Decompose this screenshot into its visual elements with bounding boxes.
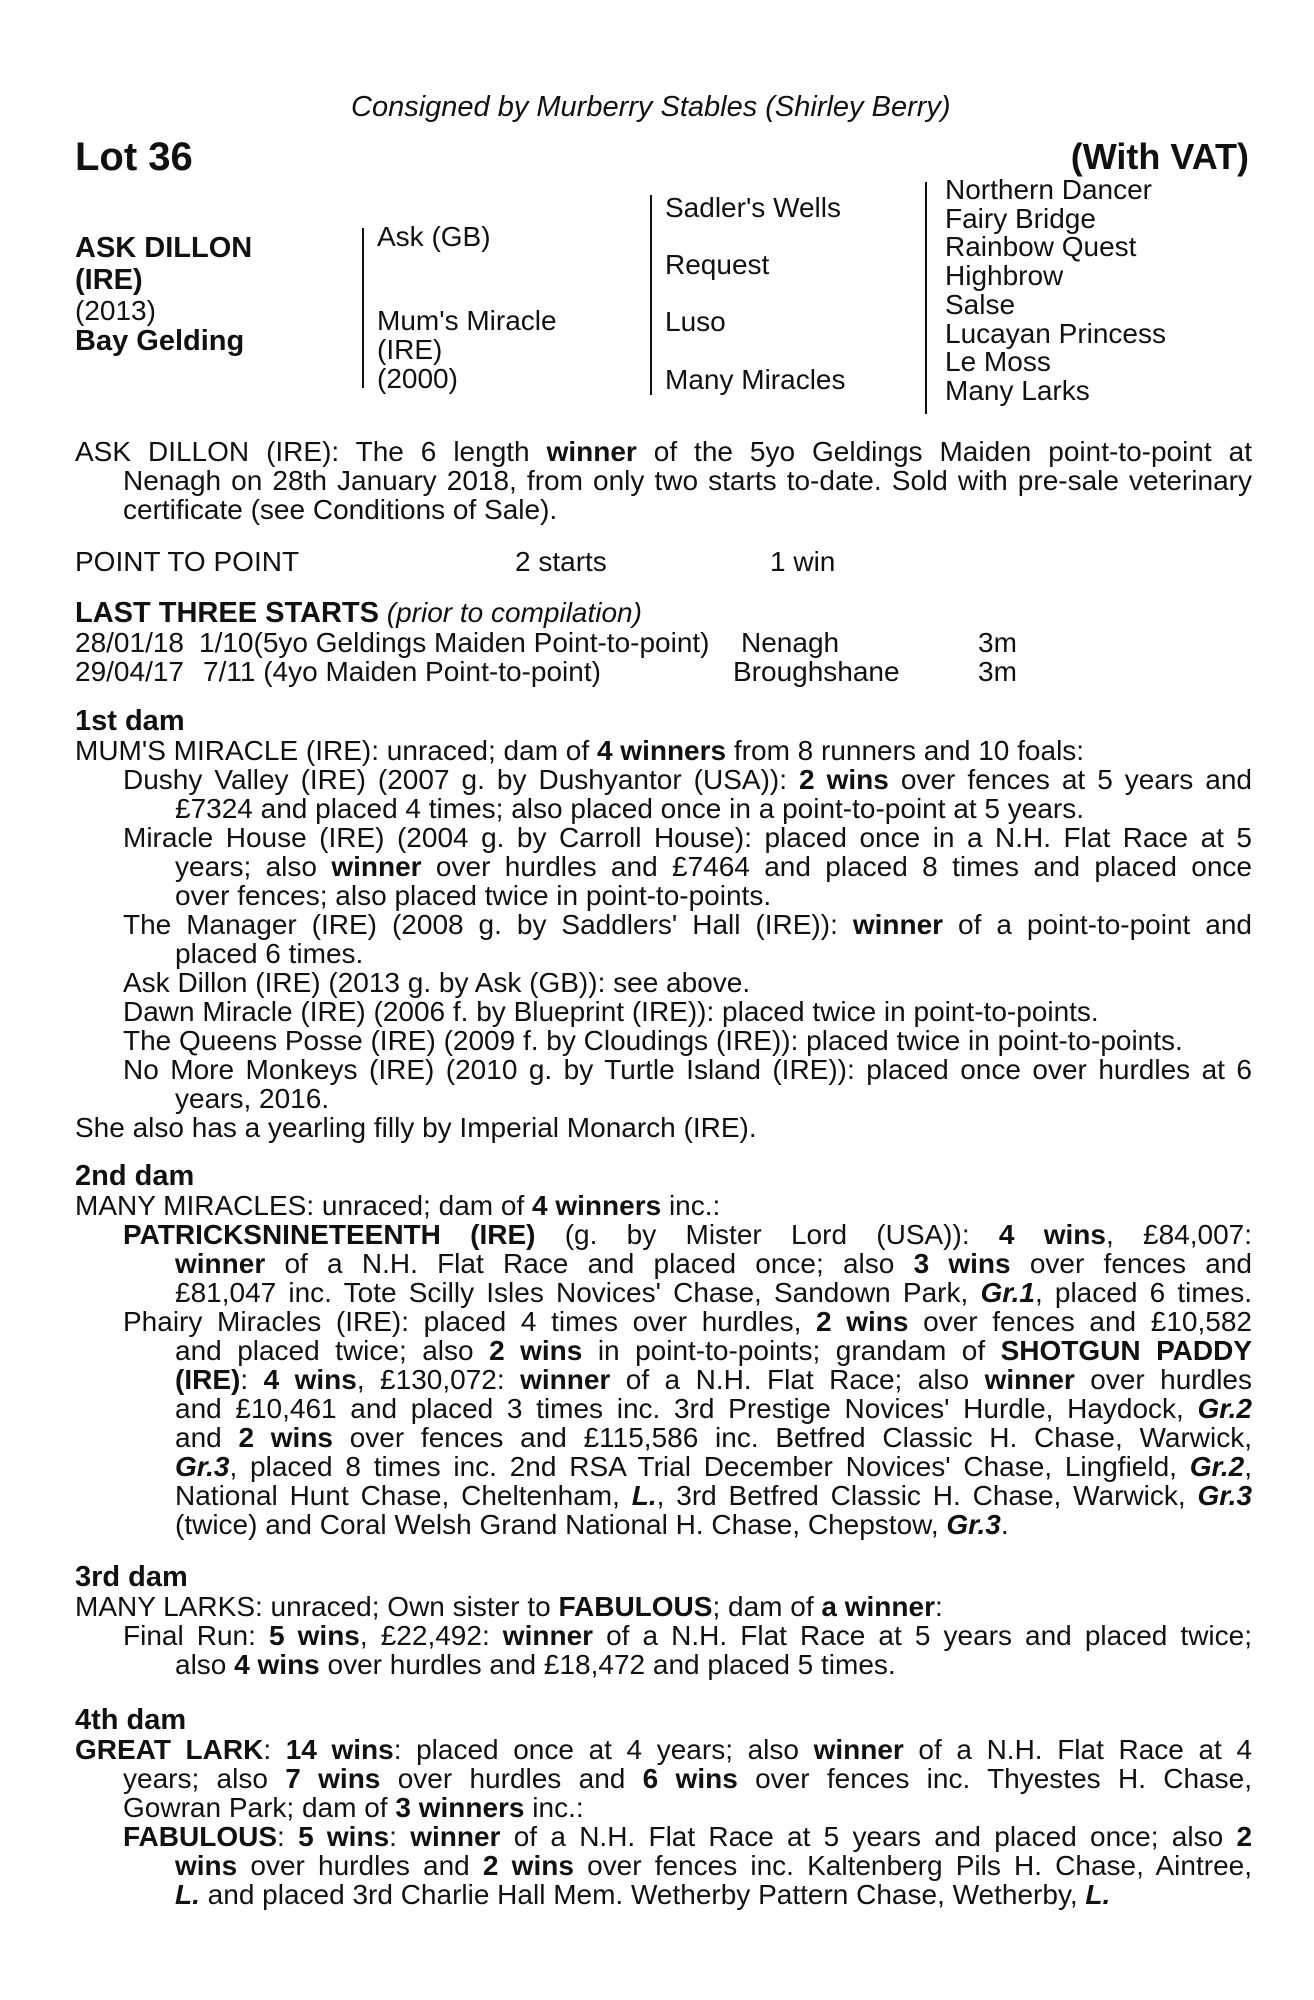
section-heading: 1st dam — [75, 705, 185, 737]
pedigree-divider-2 — [650, 195, 652, 395]
pedigree-granddam-2: Many Miracles — [665, 364, 846, 395]
consignor-line: Consigned by Murberry Stables (Shirley Berry) — [351, 91, 951, 123]
horse-sex: Bay Gelding — [75, 325, 245, 357]
section-heading: 4th dam — [75, 1704, 187, 1736]
horse-name: ASK DILLON — [75, 232, 253, 264]
lot-number: Lot 36 — [75, 135, 193, 179]
pedigree-dam: Mum's Miracle (IRE) (2000) — [377, 305, 557, 394]
summary-paragraph: ASK DILLON (IRE): The 6 length winner of the 5yo Geldings Maiden point-to-point at Nenagh on 28th January 2018, from only two starts to-date. Sold with pre-sale veterinary certificate (see Conditions of Sale). — [75, 436, 1252, 525]
start-course: Broughshane — [733, 656, 900, 687]
third-dam-section: 3rd dam MANY LARKS: unraced; Own sister to FABULOUS; dam of a winner: Final Run: 5 wins, £22,492: winner of a N.H. Flat Race at 5 years and placed twice; also 4 wins over hurdles and £18,472 and placed 5 times. — [75, 1561, 1252, 1680]
section-heading: 3rd dam — [75, 1561, 188, 1593]
ptp-starts: 2 starts — [515, 546, 607, 577]
horse-identity — [75, 232, 252, 357]
fourth-dam-section: 4th dam GREAT LARK: 14 wins: placed once at 4 years; also winner of a N.H. Flat Race at 4 years; also 7 wins over hurdles and 6 wins over fences inc. Thyestes H. Chase, Gowran Park; dam of 3 winners inc.: FABULOUS: 5 wins: winner of a N.H. Flat Race at 5 years and placed once; also 2 wins over hurdles and 2 wins over fences inc. Kaltenberg Pils H. Chase, Aintree, L. and placed 3rd Charlie Hall Mem. Wetherby Pattern Chase, Wetherby, L. — [75, 1704, 1253, 1910]
start-result: 7/11 (4yo Maiden Point-to-point) — [203, 656, 601, 687]
pedigree-granddam-1: Request — [665, 249, 770, 280]
ptp-wins: 1 win — [770, 546, 836, 577]
horse-year: (2013) — [75, 295, 156, 326]
start-distance: 3m — [978, 627, 1017, 658]
start-course: Nenagh — [741, 627, 840, 658]
start-date: 29/04/17 — [75, 656, 184, 687]
second-dam-section: 2nd dam MANY MIRACLES: unraced; dam of 4 winners inc.: PATRICKSNINETEENTH (IRE) (g. by Mister Lord (USA)): 4 wins, £84,007: winner of a N.H. Flat Race and placed once; also 3 wins over fences and £81,047 inc. Tote Scilly Isles Novices' Chase, Sandown Park, Gr.1, placed 6 times. Phairy Miracles (IRE): placed 4 times over hurdles, 2 wins over fences and £10,582 and placed twice; also 2 wins in point-to-points; grandam of SHOTGUN PADDY (IRE): 4 wins, £130,072: winner of a N.H. Flat Race; also winner over hurdles and £10,461 and placed 3 times inc. 3rd Prestige Novices' Hurdle, Haydock, Gr.2 and 2 wins over fences and £115,586 inc. Betfred Classic H. Chase, Warwick, Gr.3, placed 8 times inc. 2nd RSA Trial December Novices' Chase, Lingfield, Gr.2, National Hunt Chase, Cheltenham, L., 3rd Betfred Classic H. Chase, Warwick, Gr.3 (twice) and Coral Welsh Grand National H. Chase, Chepstow, Gr.3. — [75, 1160, 1253, 1540]
start-distance: 3m — [978, 656, 1017, 687]
horse-suffix: (IRE) — [75, 264, 143, 296]
pedigree-grandsire-1: Sadler's Wells — [665, 192, 841, 223]
pedigree-grandsire-2: Luso — [665, 306, 726, 337]
start-date: 28/01/18 — [75, 627, 184, 658]
first-dam-section: 1st dam MUM'S MIRACLE (IRE): unraced; dam of 4 winners from 8 runners and 10 foals: Dushy Valley (IRE) (2007 g. by Dushyantor (USA)): 2 wins over fences at 5 years and £7324 and placed 4 times; also placed once in a point-to-point at 5 years. Miracle House (IRE) (2004 g. by Carroll House): placed once in a N.H. Flat Race at 5 years; also winner over hurdles and £7464 and placed 8 times and placed once over fences; also placed twice in point-to-points. The Manager (IRE) (2008 g. by Saddlers' Hall (IRE)): winner of a point-to-point and placed 6 times. Ask Dillon (IRE) (2013 g. by Ask (GB)): see above. Dawn Miracle (IRE) (2006 f. by Blueprint (IRE)): placed twice in point-to-points. The Queens Posse (IRE) (2009 f. by Cloudings (IRE)): placed twice in point-to-points. No More Monkeys (IRE) (2010 g. by Turtle Island (IRE)): placed once over hurdles at 6 years, 2016. She also has a yearling filly by Imperial Monarch (IRE). — [75, 705, 1253, 1143]
vat-note: (With VAT) — [1070, 136, 1249, 177]
pedigree-divider-3 — [925, 182, 927, 414]
start-result: 1/10(5yo Geldings Maiden Point-to-point) — [199, 627, 710, 658]
last-three-heading: LAST THREE STARTS (prior to compilation) — [75, 597, 642, 629]
pedigree-sire: Ask (GB) — [377, 221, 491, 252]
pedigree-great-grandparents: Northern Dancer Fairy Bridge Rainbow Quest Highbrow Salse Lucayan Princess Le Moss Many Larks — [945, 174, 1167, 406]
section-heading: 2nd dam — [75, 1160, 195, 1192]
pedigree-divider-1 — [362, 228, 364, 388]
ptp-label: POINT TO POINT — [75, 546, 300, 577]
